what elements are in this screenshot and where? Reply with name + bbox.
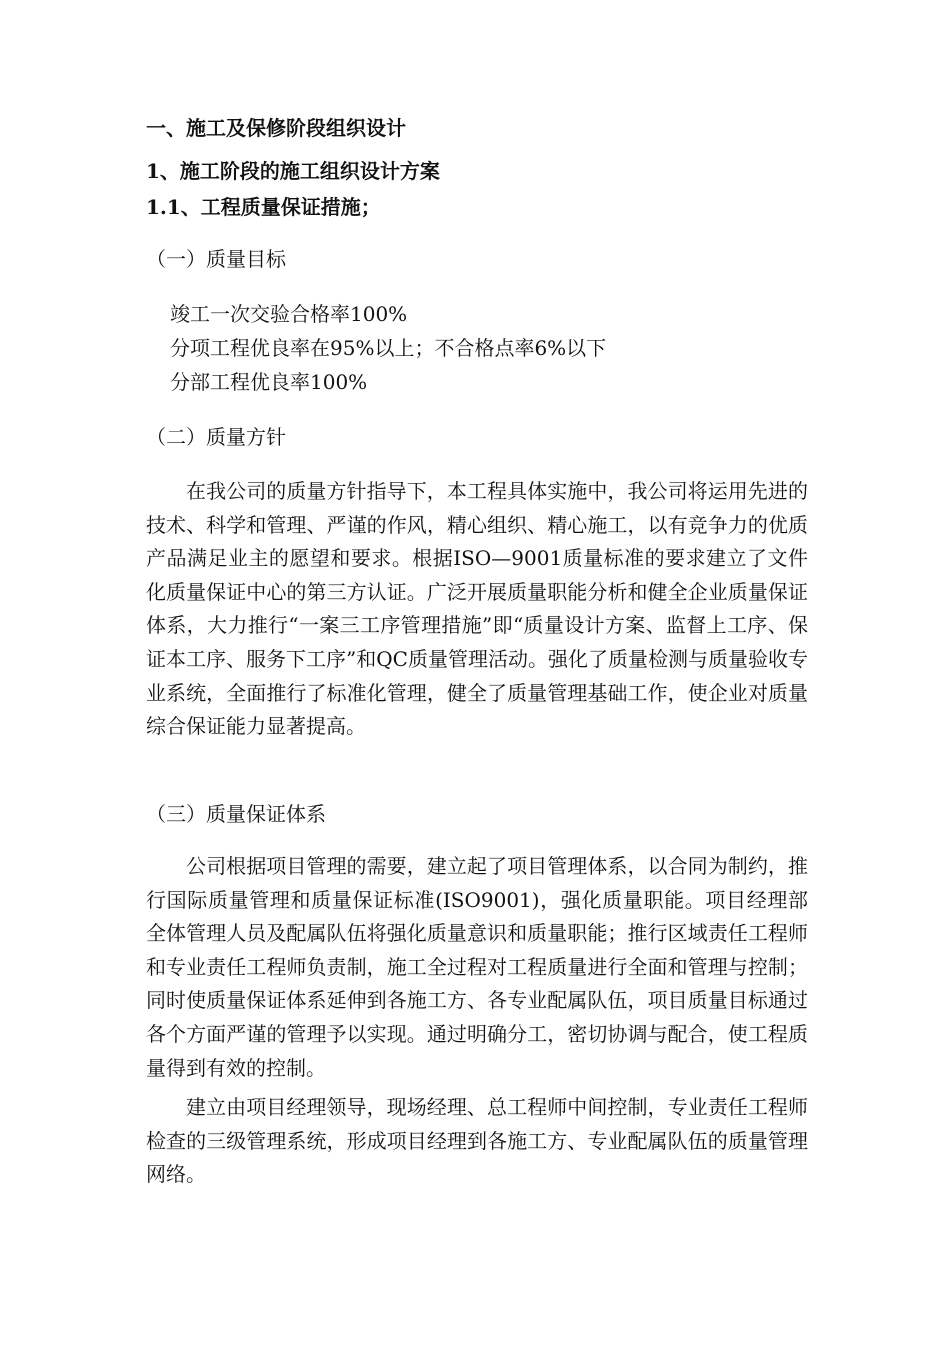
- section-1-title: （一）质量目标: [146, 247, 286, 271]
- quality-goal-item: 分部工程优良率100%: [170, 370, 368, 394]
- quality-policy-paragraph: 在我公司的质量方针指导下，本工程具体实施中，我公司将运用先进的技术、科学和管理、严谨的作风，精心组织、精心施工，以有竞争力的优质产品满足业主的愿望和要求。根据ISO—9001质量标准的要求建立了文件化质量保证中心的第三方认证。广泛开展质量职能分析和健全企业质量保证体系，大力推行“一案三工序管理措施”即“质量设计方案、监督上工序、保证本工序、服务下工序”和QC质量管理活动。强化了质量检测与质量验收专业系统，全面推行了标准化管理，健全了质量管理基础工作，使企业对质量综合保证能力显著提高。: [146, 479, 808, 739]
- section-3-title: （三）质量保证体系: [146, 802, 326, 826]
- quality-goal-item: 竣工一次交验合格率100%: [170, 302, 408, 326]
- quality-goal-item: 分项工程优良率在95%以上；不合格点率6%以下: [170, 336, 607, 360]
- quality-system-paragraph: 建立由项目经理领导，现场经理、总工程师中间控制，专业责任工程师检查的三级管理系统，形成项目经理到各施工方、专业配属队伍的质量管理网络。: [146, 1095, 808, 1187]
- heading-level-2: 1、施工阶段的施工组织设计方案: [146, 159, 440, 183]
- heading-level-3: 1.1、工程质量保证措施；: [146, 195, 381, 219]
- section-2-title: （二）质量方针: [146, 425, 286, 449]
- quality-system-paragraph: 公司根据项目管理的需要，建立起了项目管理体系，以合同为制约，推行国际质量管理和质量保证标准(ISO9001)，强化质量职能。项目经理部全体管理人员及配属队伍将强化质量意识和质量职能；推行区域责任工程师和专业责任工程师负责制，施工全过程对工程质量进行全面和管理与控制；同时使质量保证体系延伸到各施工方、各专业配属队伍，项目质量目标通过各个方面严谨的管理予以实现。通过明确分工，密切协调与配合，使工程质量得到有效的控制。: [146, 854, 808, 1080]
- heading-level-1: 一、施工及保修阶段组织设计: [146, 116, 406, 140]
